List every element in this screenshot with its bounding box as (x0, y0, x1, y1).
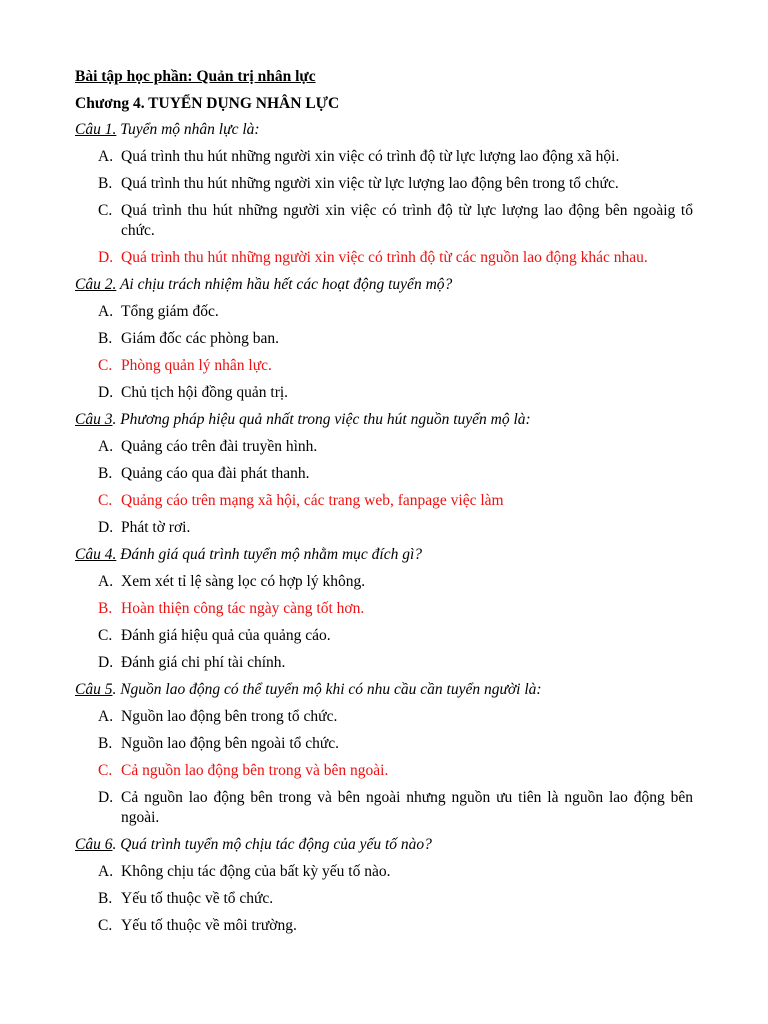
option-item (75, 788, 693, 828)
option-item (75, 626, 693, 646)
option-list (75, 437, 693, 538)
option-item (75, 464, 693, 484)
option-item (75, 201, 693, 241)
question-number: Câu 5 (75, 681, 113, 698)
option-list (75, 147, 693, 268)
option-letter: D. (98, 654, 114, 671)
option-text: Đánh giá chi phí tài chính. (121, 654, 286, 671)
option-letter: B. (98, 330, 113, 347)
option-list (75, 572, 693, 673)
option-list (75, 862, 693, 936)
option-text: Xem xét tỉ lệ sàng lọc có hợp lý không. (121, 573, 366, 590)
option-text: Quá trình thu hút những người xin việc có trình độ từ lực lượng lao động xã hội. (121, 148, 620, 165)
option-item (75, 889, 693, 909)
question-text (75, 275, 693, 295)
option-text: Quá trình thu hút những người xin việc có trình độ từ các nguồn lao động khác nhau. (121, 249, 648, 266)
option-item (75, 329, 693, 349)
question-prompt: . Nguồn lao động có thể tuyển mộ khi có nhu cầu cần tuyển người là: (112, 681, 542, 698)
option-item-correct (75, 599, 693, 619)
option-letter: B. (98, 465, 113, 482)
question-list (75, 120, 693, 936)
option-item (75, 862, 693, 882)
document-title: Bài tập học phần: Quản trị nhân lực (75, 68, 316, 85)
option-item (75, 437, 693, 457)
option-text: Cả nguồn lao động bên trong và bên ngoài nhưng nguồn ưu tiên là nguồn lao động bên ngoài. (121, 789, 693, 826)
option-text: Phòng quản lý nhân lực. (121, 357, 272, 374)
option-item-correct (75, 491, 693, 511)
question-text (75, 835, 693, 855)
option-list (75, 302, 693, 403)
option-list (75, 707, 693, 828)
option-item-correct (75, 248, 693, 268)
option-text: Quá trình thu hút những người xin việc từ lực lượng lao động bên trong tổ chức. (121, 175, 619, 192)
question-prompt: Đánh giá quá trình tuyển mộ nhằm mục đích gì? (116, 546, 423, 563)
chapter-heading: Chương 4. TUYỂN DỤNG NHÂN LỰC (75, 95, 340, 112)
option-text: Chủ tịch hội đồng quản trị. (121, 384, 289, 401)
option-letter: A. (98, 863, 114, 880)
question-text (75, 680, 693, 700)
question-prompt: . Phương pháp hiệu quả nhất trong việc thu hút nguồn tuyển mộ là: (112, 411, 531, 428)
question-number: Câu 2. (75, 276, 117, 293)
option-letter: B. (98, 600, 113, 617)
option-item (75, 916, 693, 936)
option-letter: C. (98, 492, 113, 509)
option-item-correct (75, 761, 693, 781)
option-item (75, 707, 693, 727)
option-text: Quảng cáo qua đài phát thanh. (121, 465, 310, 482)
option-item-correct (75, 356, 693, 376)
option-item (75, 383, 693, 403)
option-letter: C. (98, 917, 113, 934)
option-letter: B. (98, 175, 113, 192)
option-item (75, 302, 693, 322)
option-text: Quảng cáo trên mạng xã hội, các trang web, fanpage việc làm (121, 492, 504, 509)
document-page (75, 66, 693, 943)
option-text: Không chịu tác động của bất kỳ yếu tố nào. (121, 863, 391, 880)
option-letter: B. (98, 735, 113, 752)
option-text: Nguồn lao động bên ngoài tổ chức. (121, 735, 340, 752)
option-letter: C. (98, 627, 113, 644)
option-item (75, 572, 693, 592)
option-letter: D. (98, 249, 114, 266)
question-text (75, 120, 693, 140)
option-letter: A. (98, 438, 114, 455)
option-letter: B. (98, 890, 113, 907)
option-letter: A. (98, 148, 114, 165)
question-prompt: Ai chịu trách nhiệm hầu hết các hoạt động tuyển mộ? (116, 276, 453, 293)
option-letter: C. (98, 357, 113, 374)
question-number: Câu 4. (75, 546, 117, 563)
option-letter: C. (98, 762, 113, 779)
option-item (75, 653, 693, 673)
option-item (75, 147, 693, 167)
option-letter: C. (98, 202, 113, 219)
option-text: Cả nguồn lao động bên trong và bên ngoài. (121, 762, 389, 779)
option-text: Yếu tố thuộc về tổ chức. (121, 890, 274, 907)
option-text: Đánh giá hiệu quả của quảng cáo. (121, 627, 331, 644)
option-letter: D. (98, 519, 114, 536)
option-letter: A. (98, 573, 114, 590)
question-prompt: . Quá trình tuyển mộ chịu tác động của yếu tố nào? (112, 836, 432, 853)
option-item (75, 518, 693, 538)
option-text: Tổng giám đốc. (121, 303, 219, 320)
option-letter: D. (98, 789, 114, 806)
question-text (75, 545, 693, 565)
option-text: Quảng cáo trên đài truyền hình. (121, 438, 318, 455)
option-text: Hoàn thiện công tác ngày càng tốt hơn. (121, 600, 365, 617)
option-letter: A. (98, 708, 114, 725)
option-letter: A. (98, 303, 114, 320)
question-number: Câu 1. (75, 121, 117, 138)
option-item (75, 734, 693, 754)
option-item (75, 174, 693, 194)
option-letter: D. (98, 384, 114, 401)
option-text: Phát tờ rơi. (121, 519, 191, 536)
option-text: Yếu tố thuộc về môi trường. (121, 917, 297, 934)
question-number: Câu 3 (75, 411, 113, 428)
option-text: Nguồn lao động bên trong tổ chức. (121, 708, 338, 725)
option-text: Quá trình thu hút những người xin việc có trình độ từ lực lượng lao động bên ngoàig tổ chức. (121, 202, 693, 239)
option-text: Giám đốc các phòng ban. (121, 330, 279, 347)
question-prompt: Tuyển mộ nhân lực là: (116, 121, 260, 138)
question-text (75, 410, 693, 430)
question-number: Câu 6 (75, 836, 113, 853)
